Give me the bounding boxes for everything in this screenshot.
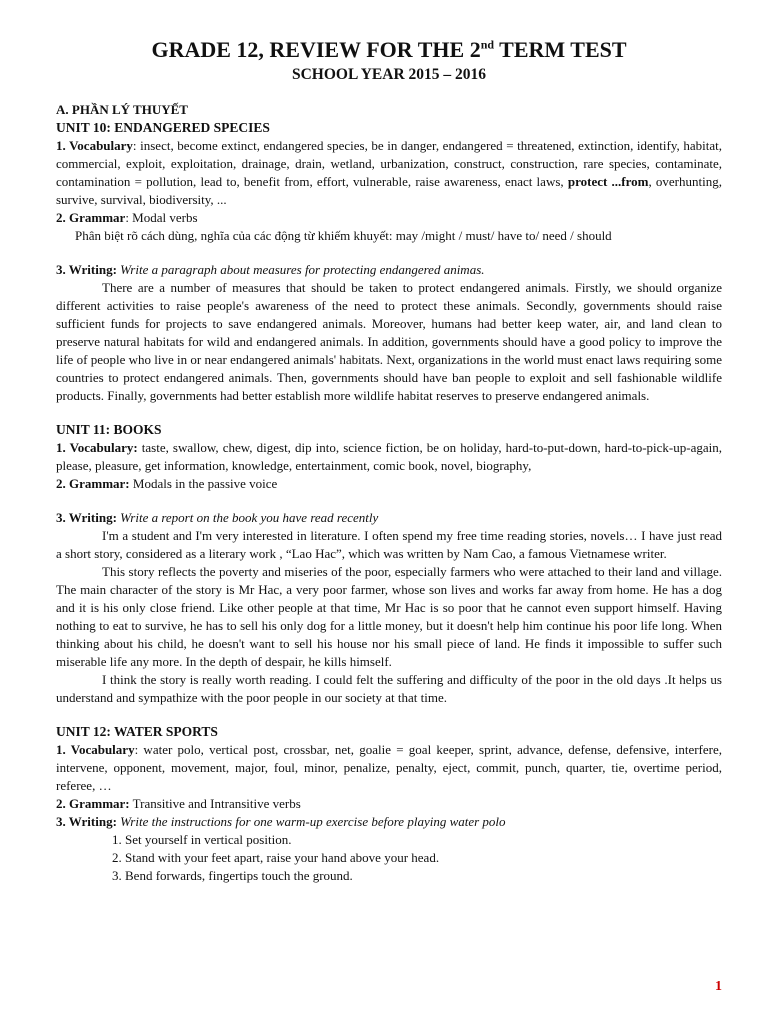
vocabulary-label: 1. Vocabulary <box>56 138 133 153</box>
title-end: TERM TEST <box>494 37 627 62</box>
page-title <box>56 36 722 64</box>
unit-12-vocabulary <box>56 741 722 795</box>
vocabulary-text-end: , overhunting, survive, survival, biodiversity, ... <box>56 174 722 207</box>
grammar-text: Transitive and Intransitive verbs <box>129 796 301 811</box>
writing-label: 3. Writing: <box>56 510 117 525</box>
unit-12-writing <box>56 813 722 831</box>
vocabulary-bold-term: protect ...from <box>567 174 649 189</box>
unit-11-heading: UNIT 11: BOOKS <box>56 422 162 437</box>
unit-10-grammar <box>56 209 722 227</box>
vocabulary-label: 1. Vocabulary: <box>56 440 138 455</box>
grammar-text: Modals in the passive voice <box>129 476 278 491</box>
grammar-label: 2. Grammar: <box>56 796 130 811</box>
vocabulary-text: : insect, become extinct, endangered species, be in danger, endangered = threatened, extinction, identify, habitat, commercial, exploit, exploitation, drainage, drain, wetland, urbanization, construct, construction, rare species, contaminate, contamination = pollution, lead to, benefit from, effort, vulnerable, raise awareness, enact laws, <box>56 138 722 189</box>
grammar-label: 2. Grammar: <box>56 476 130 491</box>
writing-label: 3. Writing: <box>56 262 117 277</box>
unit-11-writing <box>56 509 722 527</box>
grammar-label: 2. Grammar <box>56 210 126 225</box>
unit-11-paragraph-2: This story reflects the poverty and miseries of the poor, especially farmers who were attached to their land and village. The main character of the story is Mr Hac, a very poor farmer, whose son lives and works far away from home. He has a dog and it is his only close friend. Like other people at that time, Mr Hac is so poor that he cannot even support himself. Having nothing to eat to survive, he has to sell his only dog for a little money, but it doesn't help him continue his poor life long. When thinking about his child, he doesn't want to sell his house nor his small piece of land. He finds it impossible to suffer such miserable life any more. In the depth of despair, he kills himself. <box>56 564 722 669</box>
vocabulary-text: taste, swallow, chew, digest, dip into, science fiction, be on holiday, hard-to-put-down, hard-to-pick-up-again, please, pleasure, get information, knowledge, entertainment, comic book, novel, biography, <box>56 440 722 473</box>
unit-10-vocabulary <box>56 137 722 209</box>
writing-prompt: Write a paragraph about measures for protecting endangered animas. <box>120 262 485 277</box>
unit-12-heading: UNIT 12: WATER SPORTS <box>56 724 218 739</box>
writing-label: 3. Writing: <box>56 814 117 829</box>
unit-11-paragraph-3: I think the story is really worth reading. I could felt the suffering and difficulty of the poor in the old days .It helps us understand and sympathize with the poor people in our society at that time. <box>56 672 722 705</box>
vocabulary-text: : water polo, vertical post, crossbar, net, goalie = goal keeper, sprint, advance, defense, defensive, interfere, intervene, opponent, movement, major, foul, minor, penalize, penalty, eject, commit, punch, quarter, tie, overtime period, referee, … <box>56 742 723 793</box>
unit-10-grammar-note: Phân biệt rõ cách dùng, nghĩa của các động từ khiếm khuyết: may /might / must/ have to/ need / should <box>75 228 612 243</box>
title-main: GRADE 12, REVIEW FOR THE 2 <box>151 37 481 62</box>
unit-11-paragraph-1: I'm a student and I'm very interested in literature. I often spend my free time reading stories, novels… I have just read a short story, considered as a literary work , “Lao Hac”, which was written by Nam Cao, a famous Vietnamese writer. <box>56 528 722 561</box>
list-item: 1. Set yourself in vertical position. <box>112 832 292 847</box>
vocabulary-label: 1. Vocabulary <box>56 742 135 757</box>
unit-11-grammar <box>56 475 722 493</box>
page-number: 1 <box>715 979 722 994</box>
grammar-text: : Modal verbs <box>125 210 198 225</box>
unit-12-grammar <box>56 795 722 813</box>
section-a-heading: A. PHẦN LÝ THUYẾT <box>56 102 188 117</box>
list-item: 2. Stand with your feet apart, raise your hand above your head. <box>112 850 440 865</box>
unit-10-writing <box>56 261 722 279</box>
writing-prompt: Write the instructions for one warm-up exercise before playing water polo <box>120 814 506 829</box>
page-subtitle: SCHOOL YEAR 2015 – 2016 <box>291 66 487 83</box>
title-superscript: nd <box>480 37 495 52</box>
writing-prompt: Write a report on the book you have read recently <box>120 510 379 525</box>
unit-11-vocabulary <box>56 439 722 475</box>
unit-10-heading: UNIT 10: ENDANGERED SPECIES <box>56 120 270 135</box>
unit-10-essay: There are a number of measures that should be taken to protect endangered animals. Firstly, we should organize different activities to raise people's awareness of the need to protect these animals. Secondly, governments should raise sufficient funds for projects to save endangered animals. Moreover, humans had better keep water, air, and land clean to preserve natural habitats for wild and endangered animals. In addition, governments should have a good policy to improve the life of people who live in or near endangered animals' habitats. Next, organizations in the world must enact laws requiring some countries to protect endangered animals. Then, governments should have ban people to exploit and sell fashionable wildlife products. Finally, governments had better establish more wildlife habitat reserves to preserve endangered animals. <box>56 280 722 403</box>
list-item: 3. Bend forwards, fingertips touch the ground. <box>112 868 353 883</box>
